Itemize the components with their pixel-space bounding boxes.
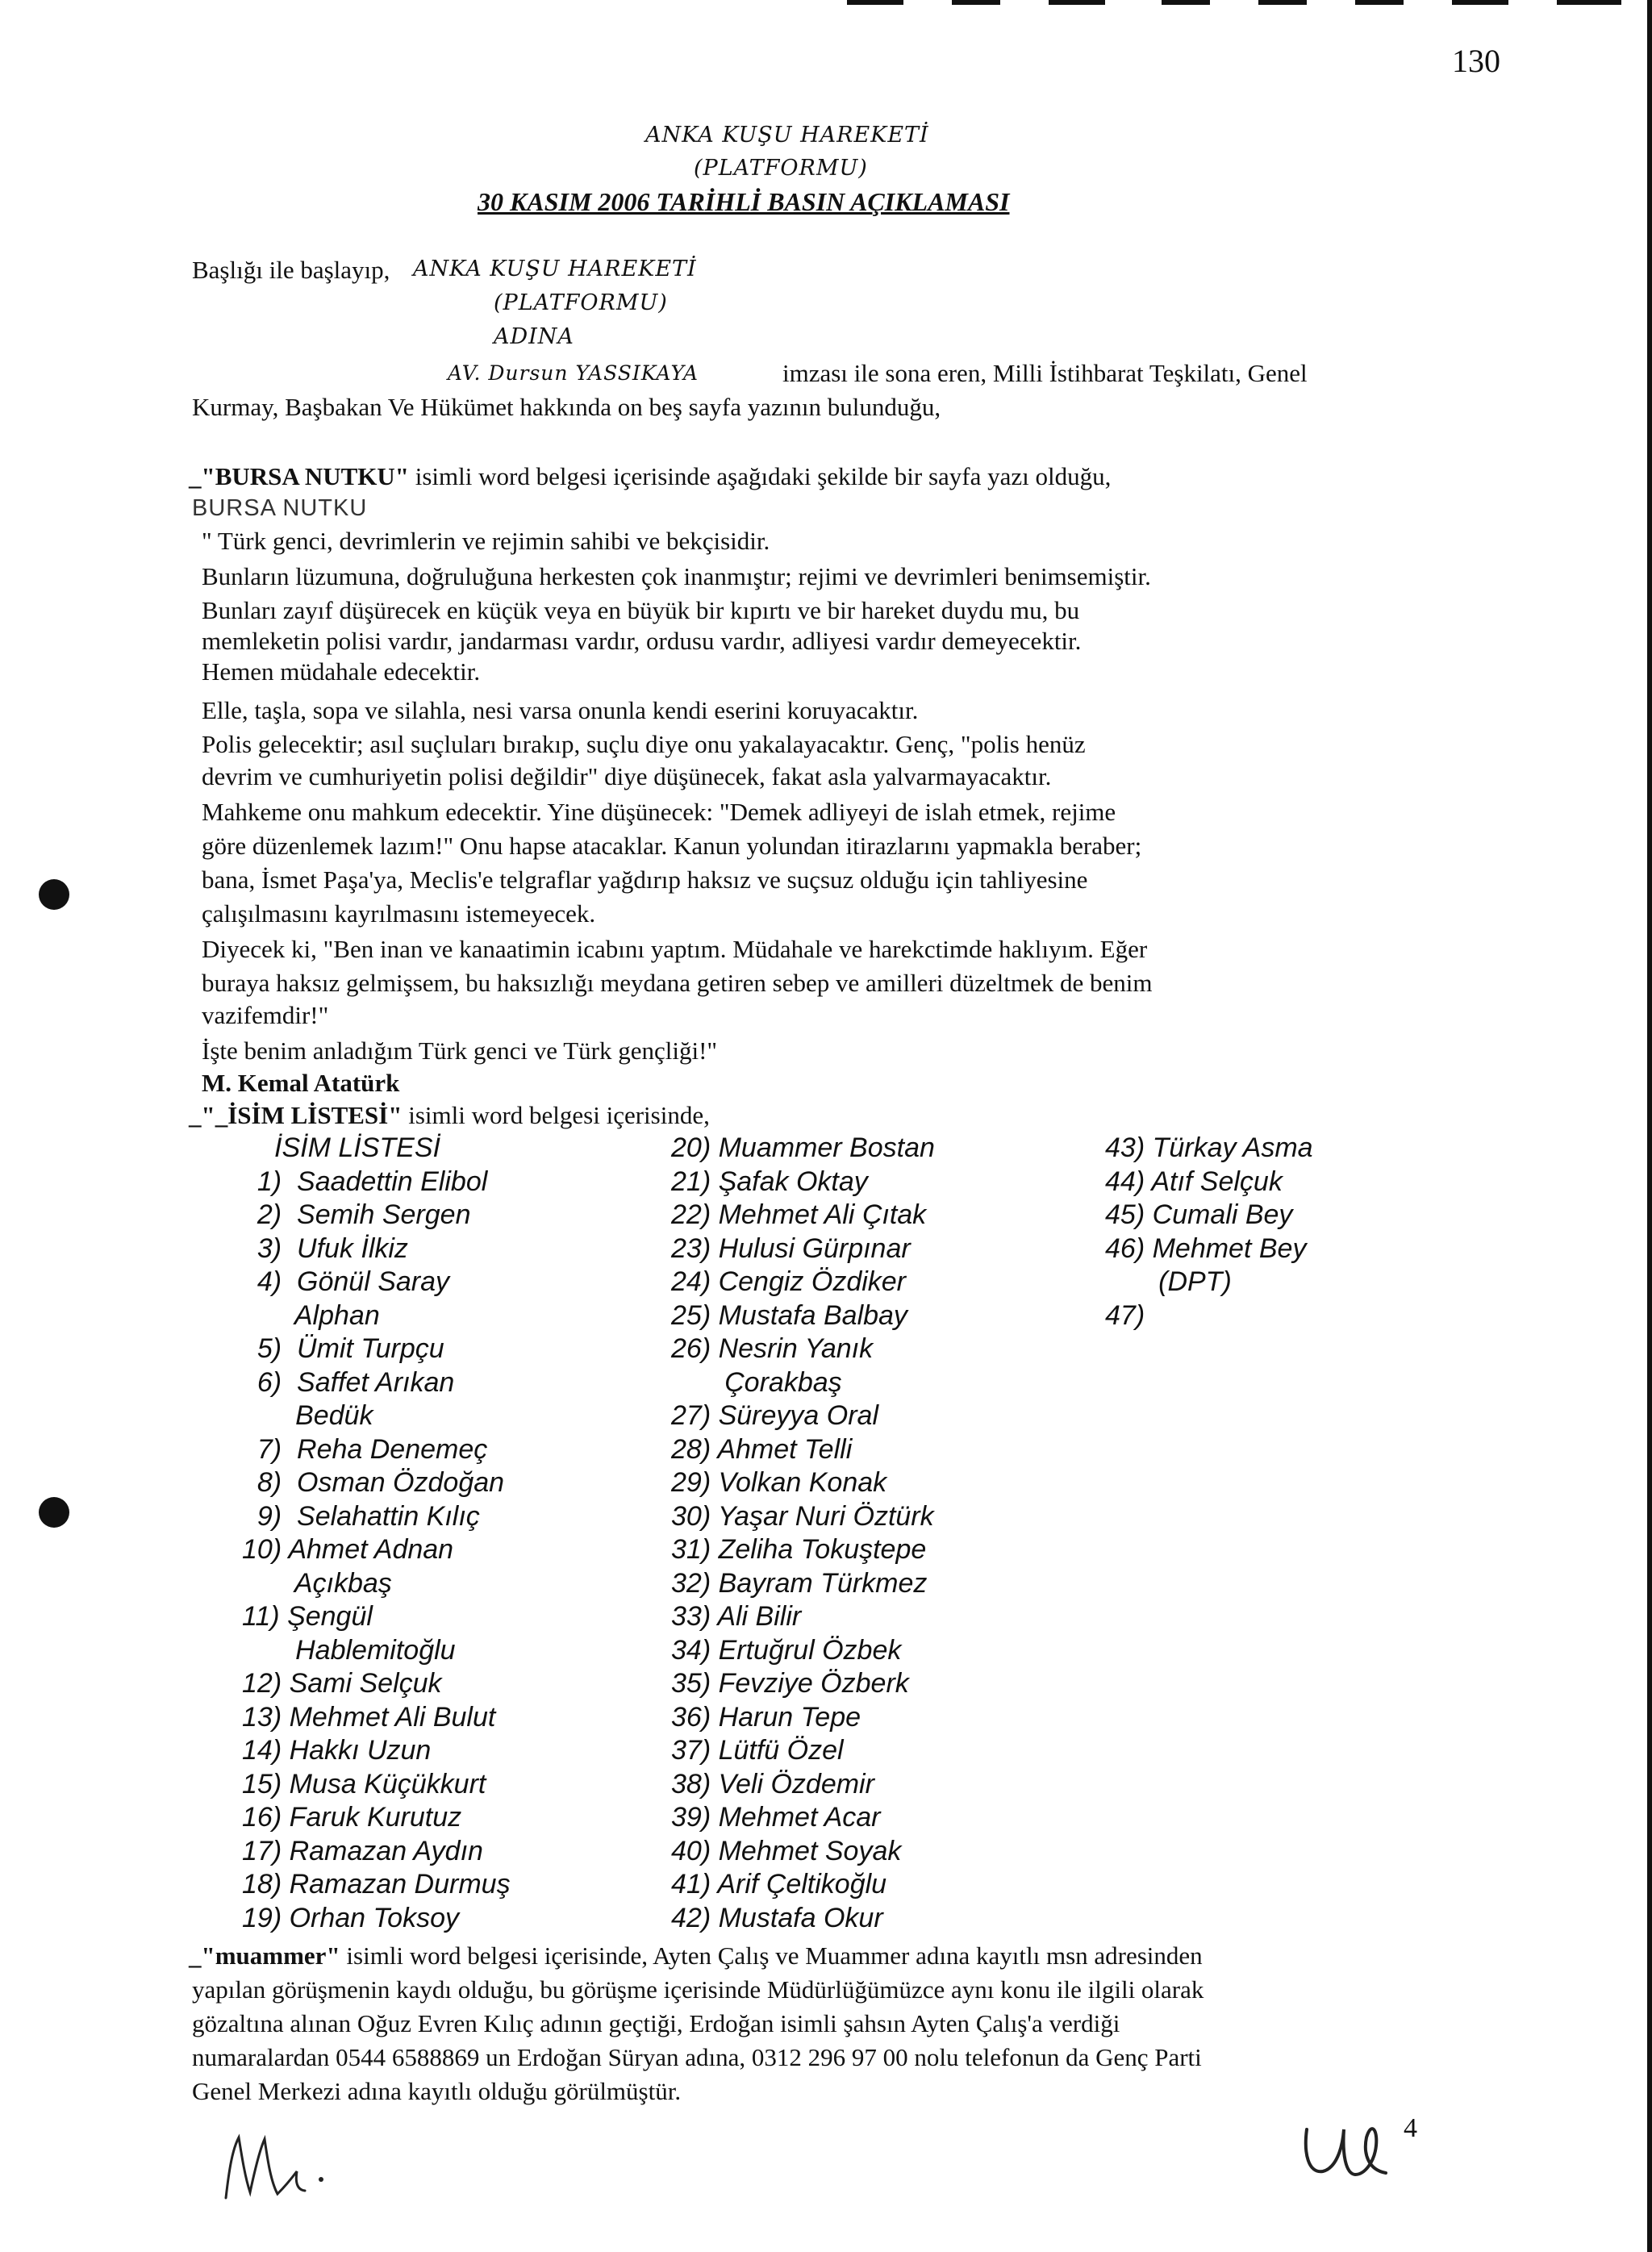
top-border-dash	[952, 0, 1000, 5]
handwritten-initials	[218, 2121, 339, 2210]
list-item: 28) Ahmet Telli	[671, 1433, 853, 1465]
bursa-line: Polis gelecektir; asıl suçluları bırakıp, suçlu diye onu yakalayacaktır. Genç, "polis henüz	[202, 730, 1086, 758]
list-item: 33) Ali Bilir	[671, 1601, 802, 1632]
list-item: (DPT)	[1105, 1266, 1232, 1297]
list-item: 24) Cengiz Özdiker	[671, 1266, 907, 1297]
list-item: 35) Fevziye Özberk	[671, 1668, 909, 1699]
bursa-heading-label: _"BURSA NUTKU"	[189, 462, 409, 490]
intro-line1-rest: imzası ile sona eren, Milli İstihbarat Teşkilatı, Genel	[782, 359, 1308, 387]
isim-heading-rest: isimli word belgesi içerisinde,	[402, 1101, 710, 1129]
muammer-line: numaralardan 0544 6588869 un Erdoğan Süryan adına, 0312 296 97 00 nolu telefonun da Genç Parti	[192, 2043, 1202, 2071]
muammer-line	[189, 1941, 1203, 1971]
top-border-dash	[1162, 0, 1210, 5]
list-item: 47)	[1105, 1299, 1145, 1331]
bursa-line: buraya haksız gelmişsem, bu haksızlığı meydana getiren sebep ve amilleri düzeltmek de benim	[202, 969, 1153, 997]
list-item: 16) Faruk Kurutuz	[242, 1802, 462, 1833]
list-item: 29) Volkan Konak	[671, 1467, 887, 1498]
bursa-line: Mahkeme onu mahkum edecektir. Yine düşünecek: "Demek adliyeyi de islah etmek, rejime	[202, 798, 1116, 826]
intro-org2: (PLATFORMU)	[494, 290, 668, 315]
hole-punch-mark	[39, 1497, 69, 1528]
list-item: Çorakbaş	[671, 1366, 842, 1398]
intro-org1: ANKA KUŞU HAREKETİ	[413, 256, 697, 282]
list-item: 9) Selahattin Kılıç	[242, 1500, 480, 1532]
bursa-caption: BURSA NUTKU	[192, 495, 368, 521]
list-item: 11) Şengül	[242, 1601, 373, 1632]
bursa-heading	[189, 461, 1111, 491]
list-item: 37) Lütfü Özel	[671, 1735, 844, 1766]
hole-punch-mark	[39, 879, 69, 910]
list-item: 2) Semih Sergen	[242, 1199, 471, 1230]
intro-line2: Kurmay, Başbakan Ve Hükümet hakkında on beş sayfa yazının bulunduğu,	[192, 393, 941, 421]
list-item: 18) Ramazan Durmuş	[242, 1869, 511, 1900]
list-item: 12) Sami Selçuk	[242, 1668, 442, 1699]
top-border-dash	[1355, 0, 1404, 5]
bursa-line: çalışılmasını kayrılmasını istemeyecek.	[202, 899, 596, 928]
bursa-line: Bunları zayıf düşürecek en küçük veya en büyük bir kıpırtı ve bir hareket duydu mu, bu	[202, 596, 1080, 624]
name-list-column-1	[242, 1132, 511, 1935]
list-item: 25) Mustafa Balbay	[671, 1299, 907, 1331]
list-item: 22) Mehmet Ali Çıtak	[671, 1199, 927, 1230]
list-item: 41) Arif Çeltikoğlu	[671, 1869, 887, 1900]
list-item: 31) Zeliha Tokuştepe	[671, 1534, 927, 1565]
list-item: 38) Veli Özdemir	[671, 1768, 874, 1800]
list-item: 19) Orhan Toksoy	[242, 1902, 459, 1933]
list-item: 42) Mustafa Okur	[671, 1902, 883, 1933]
list-item: 14) Hakkı Uzun	[242, 1735, 432, 1766]
list-item: 34) Ertuğrul Özbek	[671, 1634, 902, 1666]
list-item: Hablemitoğlu	[242, 1634, 456, 1666]
list-item: Açıkbaş	[242, 1567, 392, 1599]
top-border-dash	[1452, 0, 1508, 5]
intro-signer: AV. Dursun YASSIKAYA	[448, 361, 699, 385]
list-item: 45) Cumali Bey	[1105, 1199, 1293, 1230]
list-item: 3) Ufuk İlkiz	[242, 1232, 408, 1264]
list-item: 4) Gönül Saray	[242, 1266, 450, 1297]
list-item: 30) Yaşar Nuri Öztürk	[671, 1500, 934, 1532]
list-item: 23) Hulusi Gürpınar	[671, 1232, 911, 1264]
list-item: 5) Ümit Turpçu	[242, 1333, 444, 1364]
bursa-heading-rest: isimli word belgesi içerisinde aşağıdaki şekilde bir sayfa yazı olduğu,	[409, 462, 1112, 490]
page-number: 130	[1452, 43, 1500, 79]
bursa-line: bana, İsmet Paşa'ya, Meclis'e telgraflar yağdırıp haksız ve suçsuz olduğu için tahliyesine	[202, 865, 1088, 894]
list-item: 36) Harun Tepe	[671, 1701, 861, 1733]
list-item: 21) Şafak Oktay	[671, 1166, 868, 1197]
list-item: 32) Bayram Türkmez	[671, 1567, 928, 1599]
list-item: 7) Reha Denemeç	[242, 1433, 488, 1465]
isim-heading	[189, 1100, 710, 1130]
muammer-heading-label: _"muammer"	[189, 1941, 340, 1970]
list-item: 1) Saadettin Elibol	[242, 1166, 488, 1197]
bursa-signature: M. Kemal Atatürk	[202, 1069, 400, 1097]
list-item: 17) Ramazan Aydın	[242, 1835, 483, 1866]
list-item: Alphan	[242, 1299, 380, 1331]
top-border-dash	[1557, 0, 1621, 5]
bursa-line: memleketin polisi vardır, jandarması vardır, ordusu vardır, adliyesi vardır demeyecektir.	[202, 627, 1082, 655]
bursa-line: göre düzenlemek lazım!" Onu hapse atacaklar. Kanun yolundan itirazlarını yapmakla beraber;	[202, 832, 1142, 860]
bursa-line: Diyecek ki, "Ben inan ve kanaatimin icabını yaptım. Müdahale ve harekctimde haklıyım. Eğer	[202, 935, 1148, 963]
muammer-line-1: isimli word belgesi içerisinde, Ayten Çalış ve Muammer adına kayıtlı msn adresinden	[340, 1941, 1203, 1970]
top-border-dash	[1049, 0, 1105, 5]
list-item: 10) Ahmet Adnan	[242, 1534, 454, 1565]
list-item: 46) Mehmet Bey	[1105, 1232, 1307, 1264]
list-item: 26) Nesrin Yanık	[671, 1333, 874, 1364]
bursa-line: İşte benim anladığım Türk genci ve Türk gençliği!"	[202, 1036, 718, 1065]
top-border-dash	[847, 0, 903, 5]
handwritten-initials	[1291, 2105, 1395, 2194]
name-list-column-3	[1105, 1132, 1313, 1332]
list-item: Bedük	[242, 1400, 373, 1431]
list-item: 27) Süreyya Oral	[671, 1400, 878, 1431]
list-item: 43) Türkay Asma	[1105, 1132, 1313, 1163]
isim-heading-label: _"_İSİM LİSTESİ"	[189, 1101, 403, 1129]
list-item: İSİM LİSTESİ	[274, 1132, 440, 1163]
page-right-border	[1647, 0, 1652, 2252]
header-line1: ANKA KUŞU HAREKETİ	[645, 123, 929, 148]
document-title: 30 KASIM 2006 TARİHLİ BASIN AÇIKLAMASI	[478, 187, 1010, 216]
intro-prefix: Başlığı ile başlayıp,	[192, 256, 390, 284]
bursa-line: vazifemdir!"	[202, 1001, 329, 1029]
muammer-line: Genel Merkezi adına kayıtlı olduğu görülmüştür.	[192, 2077, 682, 2105]
bursa-line: devrim ve cumhuriyetin polisi değildir" diye düşünecek, fakat asla yalvarmayacaktır.	[202, 762, 1052, 790]
list-item: 6) Saffet Arıkan	[242, 1366, 455, 1398]
name-list-column-2	[671, 1132, 935, 1935]
list-item: 8) Osman Özdoğan	[242, 1467, 505, 1498]
list-item: 13) Mehmet Ali Bulut	[242, 1701, 496, 1733]
list-item: 39) Mehmet Acar	[671, 1802, 881, 1833]
bursa-line: " Türk genci, devrimlerin ve rejimin sahibi ve bekçisidir.	[202, 527, 770, 555]
top-border-dash	[1258, 0, 1307, 5]
header-line2: (PLATFORMU)	[694, 156, 868, 181]
list-item: 20) Muammer Bostan	[671, 1132, 935, 1163]
list-item: 40) Mehmet Soyak	[671, 1835, 902, 1866]
footer-page-number: 4	[1404, 2113, 1417, 2143]
muammer-line: gözaltına alınan Oğuz Evren Kılıç adının geçtiği, Erdoğan isimli şahsın Ayten Çalış'a verdiği	[192, 2009, 1120, 2037]
list-item: 15) Musa Küçükkurt	[242, 1768, 486, 1800]
intro-org3: ADINA	[494, 324, 574, 349]
bursa-line: Hemen müdahale edecektir.	[202, 657, 481, 686]
bursa-line: Elle, taşla, sopa ve silahla, nesi varsa onunla kendi eserini koruyacaktır.	[202, 696, 919, 724]
muammer-line: yapılan görüşmenin kaydı olduğu, bu görüşme içerisinde Müdürlüğümüzce aynı konu ile ilgili olarak	[192, 1975, 1204, 2004]
bursa-line: Bunların lüzumuna, doğruluğuna herkesten çok inanmıştır; rejimi ve devrimleri benimsemiştir.	[202, 562, 1151, 590]
list-item: 44) Atıf Selçuk	[1105, 1166, 1283, 1197]
